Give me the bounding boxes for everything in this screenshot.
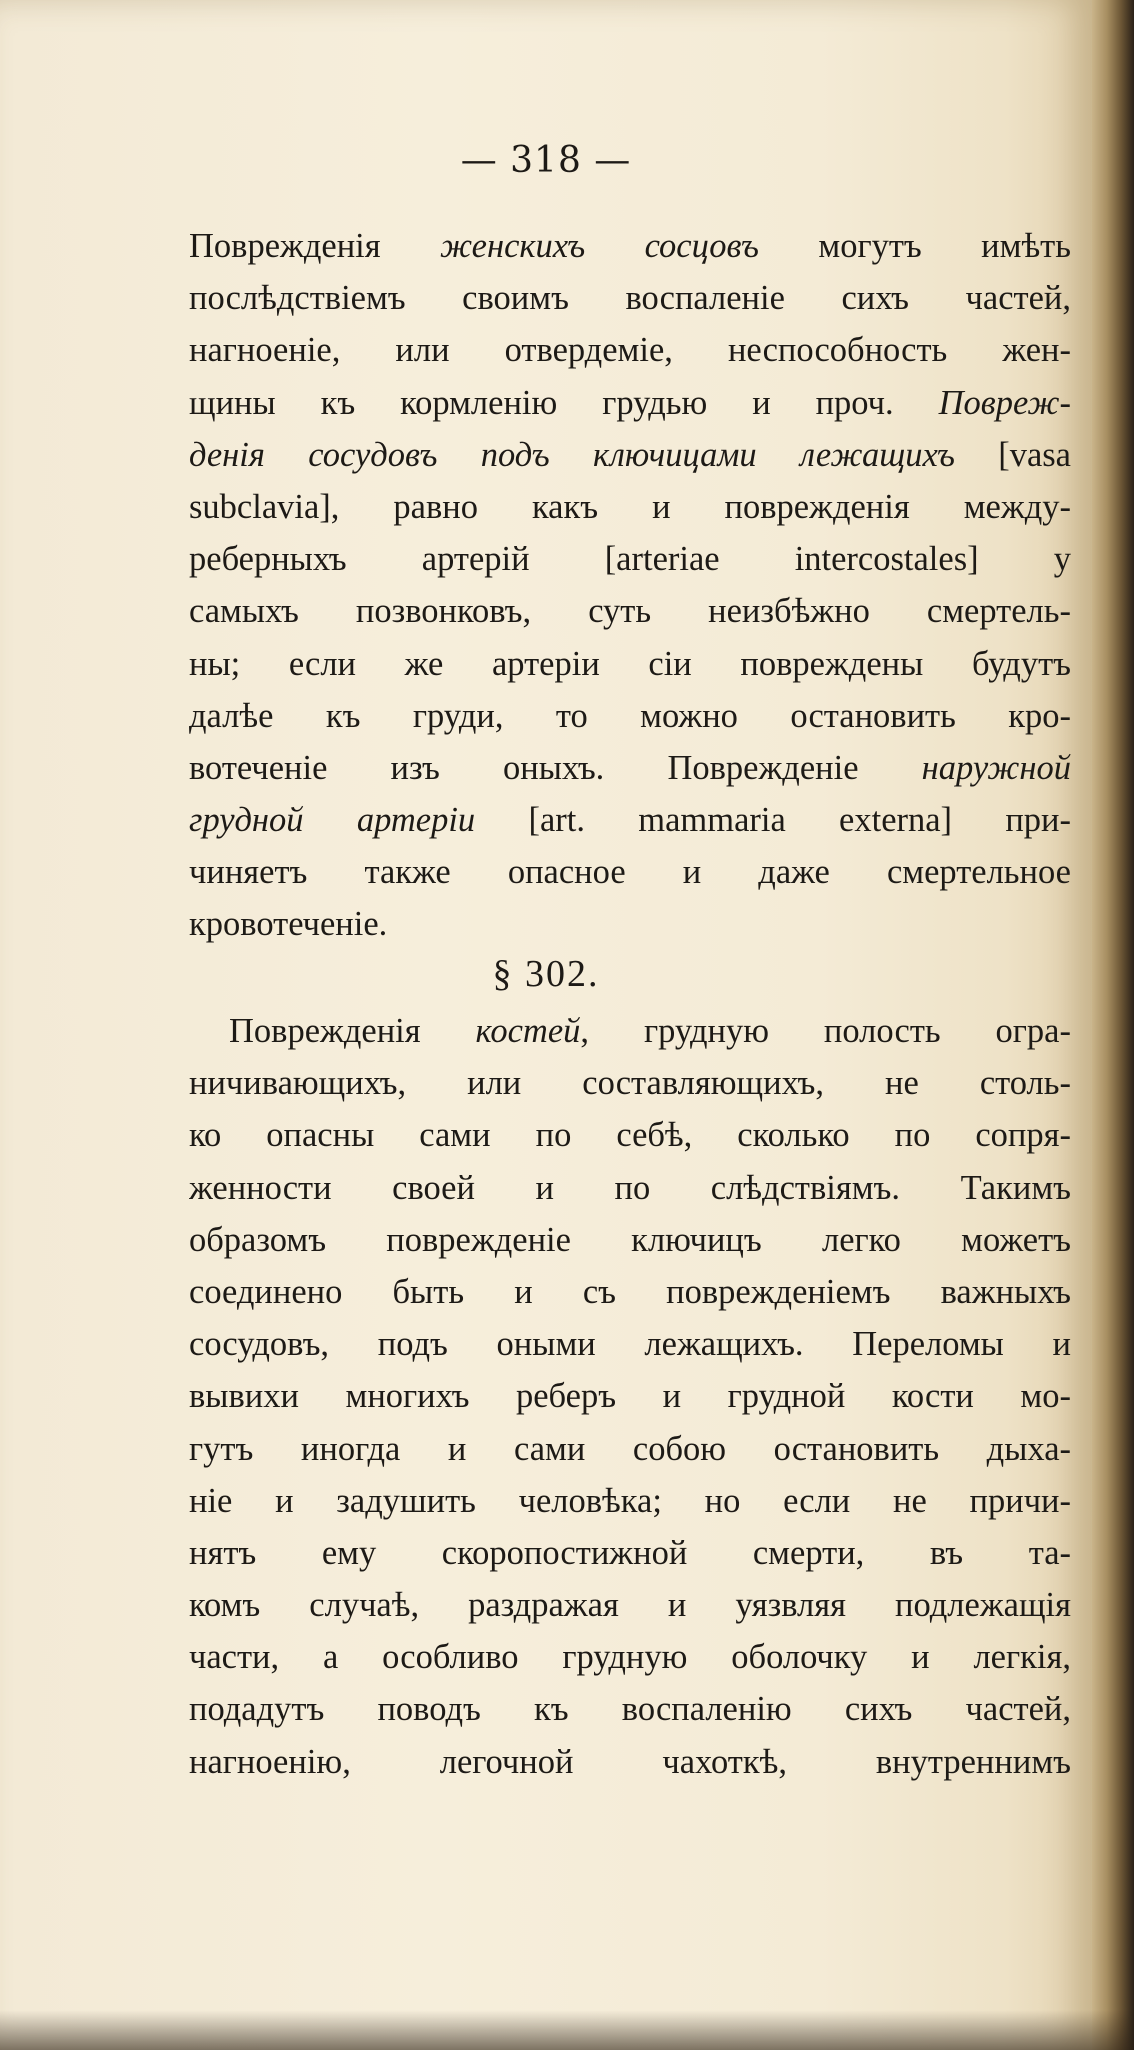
page-edge — [1092, 0, 1134, 2050]
italic-text-run: наружной — [921, 748, 1071, 787]
text-run: реберныхъ артерій [arteriae intercostales] у — [189, 540, 1071, 579]
text-run: сосудовъ, подъ оными лежащихъ. Переломы и — [189, 1325, 1071, 1364]
text-run: нагноеніе, или отвердеміе, неспособность жен- — [189, 331, 1071, 370]
italic-text-run: денія сосудовъ подъ ключицами лежащихъ — [189, 435, 955, 474]
text-line — [189, 324, 1071, 376]
text-run: образомъ поврежденіе ключицъ легко можетъ — [189, 1220, 1071, 1259]
text-line — [189, 585, 1071, 637]
text-line — [189, 1318, 1071, 1370]
text-line — [189, 377, 1071, 429]
text-run: соединено быть и съ поврежденіемъ важныхъ — [189, 1272, 1071, 1311]
text-run: щины къ кормленію грудью и проч. — [189, 383, 939, 422]
text-run: части, а особливо грудную оболочку и легкія, — [189, 1638, 1071, 1677]
text-run: subclavia], равно какъ и поврежденія между- — [189, 487, 1071, 526]
text-line — [189, 1579, 1071, 1631]
text-run: кровотеченіе. — [189, 905, 388, 944]
text-run: гутъ иногда и сами собою остановить дыха- — [189, 1429, 1071, 1468]
section-heading: § 302. — [492, 953, 600, 995]
paragraph-2 — [189, 1005, 1071, 1788]
text-run: , грудную полость огра- — [580, 1012, 1071, 1050]
text-line — [189, 481, 1071, 533]
text-run: комъ случаѣ, раздражая и уязвляя подлежащія — [189, 1586, 1071, 1625]
text-run: самыхъ позвонковъ, суть неизбѣжно смертель- — [189, 592, 1071, 631]
text-line — [189, 794, 1071, 846]
text-run: Поврежденія — [229, 1012, 476, 1050]
text-line — [189, 1162, 1071, 1214]
text-run: ничивающихъ, или составляющихъ, не столь- — [189, 1064, 1071, 1103]
text-line — [189, 1109, 1071, 1161]
text-line — [189, 1683, 1071, 1735]
text-run: [art. mammaria externa] при- — [475, 801, 1071, 840]
text-run: [vasa — [954, 435, 1071, 474]
text-line — [189, 429, 1071, 481]
text-line — [189, 1736, 1071, 1788]
text-line — [189, 638, 1071, 690]
text-line — [189, 220, 1071, 272]
italic-text-run: Повреж- — [938, 383, 1071, 422]
text-run: вотеченіе изъ оныхъ. Поврежденіе — [189, 748, 922, 787]
text-run: подадутъ поводъ къ воспаленію сихъ частей, — [189, 1690, 1071, 1729]
text-run: ніе и задушить человѣка; но если не причи- — [189, 1481, 1071, 1520]
text-run: ны; если же артеріи сіи повреждены будутъ — [189, 644, 1071, 683]
text-line — [189, 1527, 1071, 1579]
text-line — [189, 1475, 1071, 1527]
text-run: Поврежденія — [189, 227, 441, 265]
text-run: чиняетъ также опасное и даже смертельное — [189, 853, 1071, 892]
text-run: ко опасны сами по себѣ, сколько по сопря- — [189, 1116, 1071, 1155]
text-run: послѣдствіемъ своимъ воспаленіе сихъ частей, — [189, 279, 1071, 318]
text-run: женности своей и по слѣдствіямъ. Такимъ — [189, 1168, 1071, 1207]
text-line — [189, 1266, 1071, 1318]
text-line — [189, 1631, 1071, 1683]
text-run: могутъ имѣть — [758, 227, 1071, 265]
text-line — [189, 690, 1071, 742]
italic-text-run: женскихъ сосцовъ — [440, 227, 759, 265]
text-run: нятъ ему скоропостижной смерти, въ та- — [189, 1533, 1071, 1572]
text-line — [189, 846, 1071, 898]
page-bottom-shadow — [0, 2010, 1134, 2050]
paragraph-1 — [189, 220, 1071, 951]
italic-text-run: грудной артеріи — [189, 801, 476, 840]
italic-text-run: костей — [475, 1012, 581, 1050]
text-line — [189, 1423, 1071, 1475]
text-line — [189, 533, 1071, 585]
text-run: вывихи многихъ реберъ и грудной кости мо- — [189, 1377, 1071, 1416]
text-run: далѣе къ груди, то можно остановить кро- — [189, 696, 1071, 735]
text-line — [189, 1370, 1071, 1422]
text-line — [189, 1214, 1071, 1266]
text-line — [189, 898, 1071, 950]
text-line — [189, 1057, 1071, 1109]
text-line — [189, 272, 1071, 324]
text-line — [189, 1005, 1071, 1057]
text-run: нагноенію, легочной чахоткѣ, внутреннимъ — [189, 1742, 1071, 1781]
text-line — [189, 742, 1071, 794]
page-number: — 318 — — [460, 140, 632, 181]
